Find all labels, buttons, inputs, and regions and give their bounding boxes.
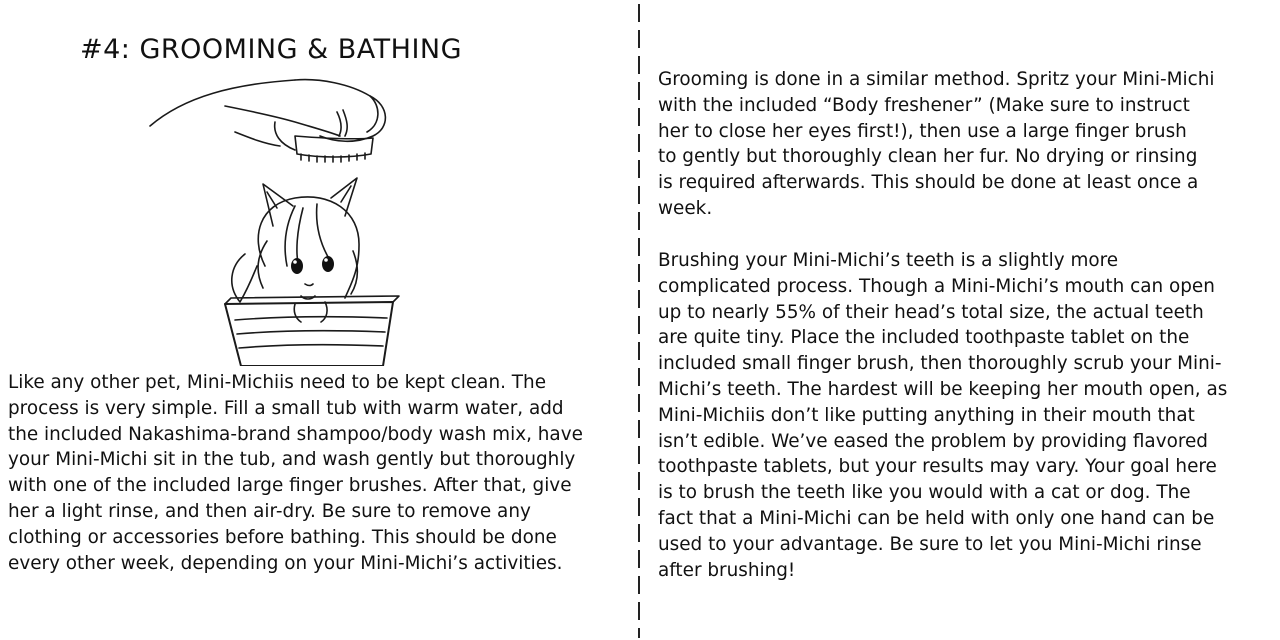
text-line: with one of the included large finger brushes. After that, give	[8, 475, 572, 497]
text-line: her to close her eyes first!), then use a large finger brush	[658, 120, 1187, 142]
text-line: Like any other pet, Mini-Michiis need to be kept clean. The	[8, 372, 547, 393]
text-line: process is very simple. Fill a small tub with warm water, add	[8, 397, 564, 419]
text-line: Michi’s teeth. The hardest will be keeping her mouth open, as	[658, 378, 1228, 400]
column-divider	[638, 4, 640, 638]
text-line: your Mini-Michi sit in the tub, and wash gently but thoroughly	[8, 449, 576, 471]
text-line: used to your advantage. Be sure to let you Mini-Michi rinse	[658, 533, 1202, 555]
text-line: week.	[658, 197, 713, 219]
bathing-paragraph	[8, 370, 633, 576]
text-line: is required afterwards. This should be done at least once a	[658, 172, 1199, 194]
text-line: Grooming is done in a similar method. Spritz your Mini-Michi	[658, 69, 1215, 90]
text-line: Brushing your Mini-Michi’s teeth is a slightly more	[658, 250, 1119, 271]
section-heading: #4: GROOMING & BATHING	[80, 34, 463, 65]
text-line: fact that a Mini-Michi can be held with only one hand can be	[658, 507, 1215, 529]
teeth-brushing-paragraph	[658, 248, 1270, 583]
text-line: complicated process. Though a Mini-Michi’s mouth can open	[658, 275, 1215, 297]
text-line: every other week, depending on your Mini-Michi’s activities.	[8, 552, 563, 574]
eyes	[291, 256, 334, 274]
text-line: are quite tiny. Place the included toothpaste tablet on the	[658, 327, 1190, 349]
text-line: the included Nakashima-brand shampoo/body wash mix, have	[8, 423, 583, 445]
right-eye	[322, 256, 334, 272]
grooming-paragraph	[658, 67, 1270, 222]
text-line: is to brush the teeth like you would with a cat or dog. The	[658, 482, 1191, 504]
text-line: Mini-Michiis don’t like putting anything in their mouth that	[658, 404, 1195, 426]
text-line: her a light rinse, and then air-dry. Be sure to remove any	[8, 500, 531, 522]
text-line: with the included “Body freshener” (Make sure to instruct	[658, 94, 1190, 116]
text-line: to gently but thoroughly clean her fur. No drying or rinsing	[658, 146, 1198, 168]
text-line: included small finger brush, then thoroughly scrub your Mini-	[658, 353, 1222, 375]
bathing-illustration	[145, 66, 465, 366]
text-line: after brushing!	[658, 559, 796, 581]
text-line: clothing or accessories before bathing. This should be done	[8, 526, 557, 548]
text-line: isn’t edible. We’ve eased the problem by providing flavored	[658, 430, 1208, 452]
text-line: toothpaste tablets, but your results may vary. Your goal here	[658, 456, 1217, 478]
text-line: up to nearly 55% of their head’s total size, the actual teeth	[658, 301, 1204, 323]
arm-outline	[150, 80, 295, 126]
left-eye	[291, 258, 303, 274]
